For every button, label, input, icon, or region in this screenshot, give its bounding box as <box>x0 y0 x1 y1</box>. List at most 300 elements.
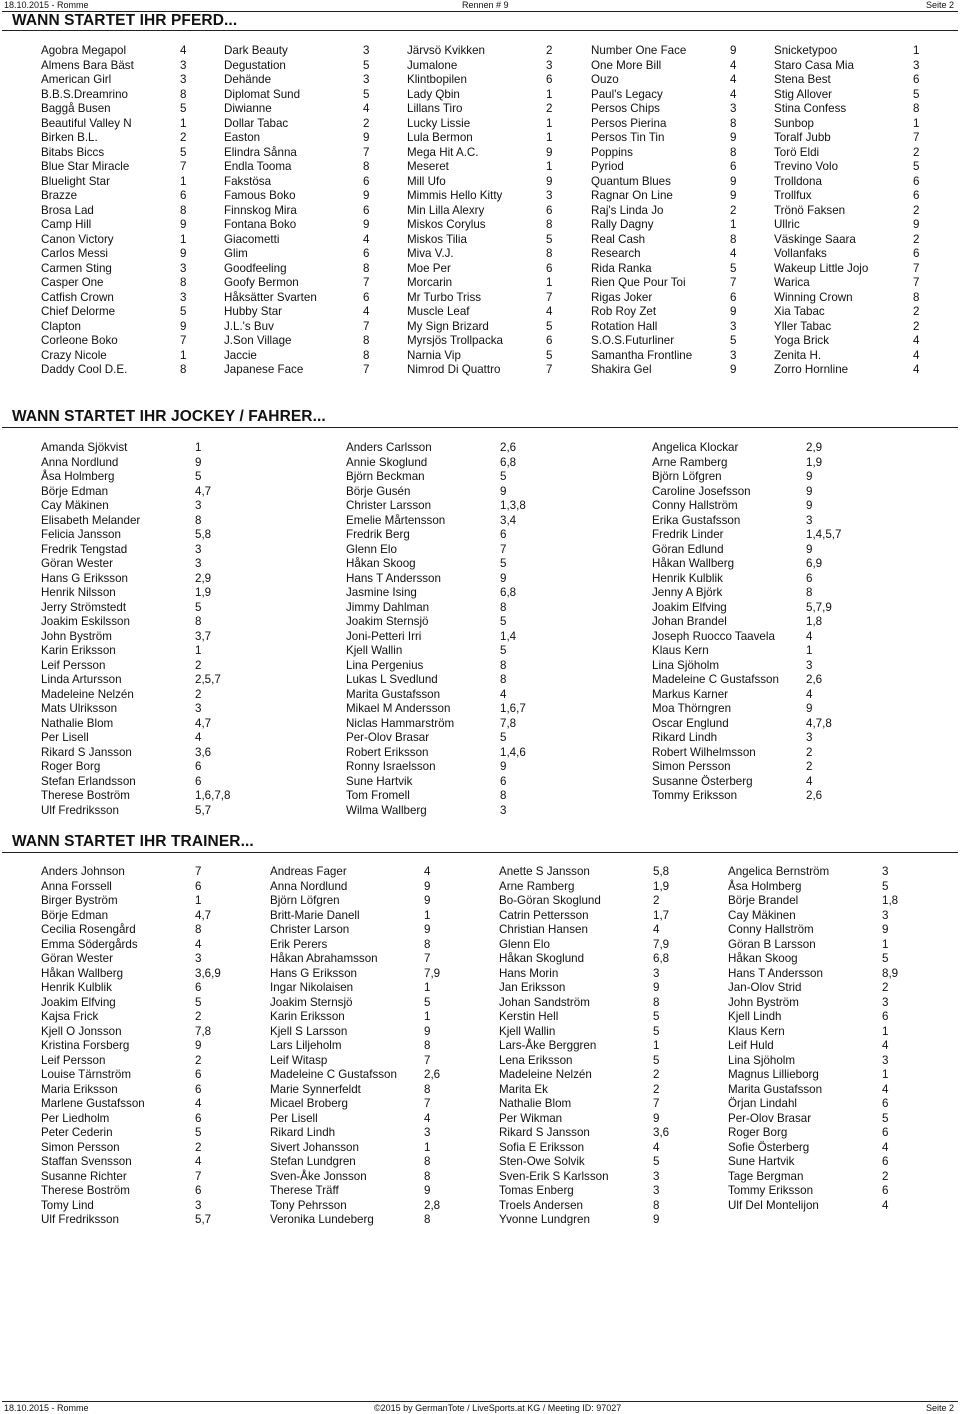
entry-name: Börje Gusén <box>346 484 411 498</box>
race-numbers: 7 <box>195 1169 202 1183</box>
race-numbers: 5 <box>730 261 737 275</box>
entry-name: Marita Ek <box>499 1082 548 1096</box>
race-numbers: 1,4,6 <box>500 745 526 759</box>
race-numbers: 1 <box>730 218 737 231</box>
race-numbers: 1,7 <box>653 908 670 922</box>
race-numbers: 9 <box>424 1184 431 1197</box>
entry-name: Per Wikman <box>499 1111 563 1125</box>
entry-name: Rally Dagny <box>591 218 654 231</box>
entry-name: Kjell Wallin <box>499 1024 556 1038</box>
race-numbers: 3,6 <box>653 1126 670 1139</box>
race-numbers: 5 <box>500 644 507 657</box>
race-numbers: 8,9 <box>882 966 899 980</box>
race-numbers: 8 <box>546 218 553 231</box>
entry-name: Staffan Svensson <box>41 1155 132 1168</box>
entry-name: Sven-Åke Jonsson <box>270 1169 367 1183</box>
race-numbers: 5,7 <box>195 1213 212 1226</box>
entry-name: Lady Qbin <box>407 87 460 101</box>
race-numbers: 5 <box>913 87 920 101</box>
race-numbers: 5 <box>653 1155 660 1168</box>
race-numbers: 6 <box>363 174 370 188</box>
entry-name: Conny Hallström <box>728 923 814 936</box>
race-numbers: 6 <box>546 203 553 217</box>
entry-name: Meseret <box>407 160 449 173</box>
jockeys-title-rule <box>2 427 958 428</box>
race-numbers: 5,8 <box>195 528 212 541</box>
race-numbers: 1 <box>180 116 187 130</box>
race-numbers: 7 <box>424 952 431 965</box>
entry-name: Åsa Holmberg <box>41 470 115 483</box>
entry-name: Rida Ranka <box>591 261 652 275</box>
race-numbers: 7 <box>195 865 202 878</box>
race-numbers: 5 <box>546 319 553 333</box>
entry-name: Chief Delorme <box>41 305 116 318</box>
entry-name: Arne Ramberg <box>499 879 575 893</box>
entry-name: Emma Södergårds <box>41 937 138 951</box>
race-numbers: 4 <box>195 937 202 951</box>
race-numbers: 8 <box>180 363 187 376</box>
entry-name: Lina Sjöholm <box>728 1053 796 1067</box>
race-numbers: 9 <box>424 894 431 907</box>
race-numbers: 2 <box>180 131 187 144</box>
race-numbers: 1,6,7 <box>500 702 526 715</box>
entry-name: Miva V.J. <box>407 247 454 260</box>
page-footer <box>2 1402 958 1414</box>
entry-name: Stig Allover <box>774 87 832 101</box>
entry-name: Lena Eriksson <box>499 1053 573 1067</box>
race-numbers: 8 <box>424 1039 431 1052</box>
entry-name: Lillans Tiro <box>407 102 463 115</box>
entry-name: Kjell Lindh <box>728 1010 782 1023</box>
horses-section-title: WANN STARTET IHR PFERD... <box>12 12 238 29</box>
entry-name: Casper One <box>41 276 104 289</box>
horses-title-rule <box>2 30 958 31</box>
race-numbers: 7,9 <box>653 937 670 951</box>
race-numbers: 6 <box>806 571 813 585</box>
race-numbers: 5,7 <box>195 803 212 817</box>
race-numbers: 3 <box>653 966 660 980</box>
entry-name: Anders Johnson <box>41 865 125 878</box>
entry-name: Joakim Eskilsson <box>41 615 130 628</box>
entry-name: Mega Hit A.C. <box>407 145 479 159</box>
race-numbers: 9 <box>806 702 813 715</box>
entry-name: Corleone Boko <box>41 334 118 347</box>
race-numbers: 6 <box>500 774 507 788</box>
entry-name: Börje Brandel <box>728 894 799 907</box>
race-numbers: 3 <box>806 658 813 672</box>
race-numbers: 3 <box>730 319 737 333</box>
entry-name: Christer Larson <box>270 923 350 936</box>
entry-name: Fakstösa <box>224 174 272 188</box>
race-numbers: 2 <box>913 203 920 217</box>
entry-name: Per Liedholm <box>41 1111 110 1125</box>
entry-name: Mr Turbo Triss <box>407 290 482 304</box>
entry-name: Leif Persson <box>41 658 106 672</box>
entry-name: Fredrik Berg <box>346 528 410 541</box>
race-numbers: 9 <box>806 470 813 483</box>
race-numbers: 1 <box>424 908 431 922</box>
entry-name: Roger Borg <box>41 760 101 773</box>
entry-name: Håksätter Svarten <box>224 290 317 304</box>
entry-name: Rikard Lindh <box>270 1126 336 1139</box>
race-numbers: 2 <box>730 203 737 217</box>
race-numbers: 8 <box>653 995 660 1009</box>
race-numbers: 6 <box>195 760 202 773</box>
race-numbers: 3 <box>195 702 202 715</box>
race-numbers: 4 <box>653 1140 660 1154</box>
race-numbers: 7 <box>363 363 370 376</box>
entry-name: Elindra Sånna <box>224 145 297 159</box>
entry-name: Cay Mäkinen <box>728 908 796 922</box>
entry-name: Björn Löfgren <box>270 894 340 907</box>
race-numbers: 9 <box>730 174 737 188</box>
race-numbers: 8 <box>730 116 737 130</box>
entry-name: Joakim Elfving <box>652 600 727 614</box>
race-numbers: 5 <box>653 1010 660 1023</box>
entry-name: One More Bill <box>591 58 662 72</box>
race-numbers: 7 <box>180 160 187 173</box>
race-numbers: 6 <box>195 879 202 893</box>
entry-name: Trolldona <box>774 174 822 188</box>
entry-name: John Byström <box>728 995 799 1009</box>
race-numbers: 9 <box>730 131 737 144</box>
entry-name: Persos Tin Tin <box>591 131 665 144</box>
entry-name: Number One Face <box>591 44 687 57</box>
entry-name: Göran Wester <box>41 952 113 965</box>
entry-name: Göran B Larsson <box>728 937 816 951</box>
race-numbers: 5 <box>363 87 370 101</box>
entry-name: Cecilia Rosengård <box>41 923 136 936</box>
race-numbers: 4,7 <box>195 716 212 730</box>
race-numbers: 6 <box>180 189 187 202</box>
race-numbers: 3 <box>195 952 202 965</box>
entry-name: Rigas Joker <box>591 290 653 304</box>
entry-name: Ingar Nikolaisen <box>270 981 354 994</box>
entry-name: J.Son Village <box>224 334 292 347</box>
race-numbers: 8 <box>500 658 507 672</box>
race-numbers: 1 <box>546 131 553 144</box>
entry-name: Leif Huld <box>728 1039 774 1052</box>
race-numbers: 6 <box>195 1082 202 1096</box>
race-numbers: 4 <box>424 1111 431 1125</box>
entry-name: Bo-Göran Skoglund <box>499 894 601 907</box>
entry-name: Winning Crown <box>774 290 853 304</box>
race-numbers: 7 <box>363 276 370 289</box>
race-numbers: 1 <box>653 1039 660 1052</box>
entry-name: Ronny Israelsson <box>346 760 436 773</box>
race-numbers: 4 <box>882 1082 889 1096</box>
entry-name: Johan Brandel <box>652 615 727 628</box>
race-numbers: 9 <box>730 363 737 376</box>
race-numbers: 9 <box>546 174 553 188</box>
entry-name: Håkan Skoglund <box>499 952 585 965</box>
entry-name: Jumalone <box>407 58 458 72</box>
entry-name: Research <box>591 247 641 260</box>
entry-name: Väskinge Saara <box>774 232 856 246</box>
header-page-number: Seite 2 <box>925 0 954 10</box>
race-numbers: 8 <box>500 789 507 802</box>
entry-name: Marie Synnerfeldt <box>270 1082 361 1096</box>
race-numbers: 6 <box>195 1111 202 1125</box>
entry-name: Almens Bara Bäst <box>41 58 134 72</box>
race-numbers: 9 <box>363 131 370 144</box>
entry-name: Agobra Megapol <box>41 44 127 57</box>
entry-name: Anette S Jansson <box>499 865 590 878</box>
race-numbers: 7 <box>913 261 920 275</box>
race-numbers: 7 <box>913 131 920 144</box>
race-numbers: 5 <box>913 160 920 173</box>
entry-name: Håkan Abrahamsson <box>270 952 378 965</box>
race-numbers: 4 <box>882 1039 889 1052</box>
race-numbers: 6,8 <box>653 952 670 965</box>
race-numbers: 9 <box>500 571 507 585</box>
entry-name: Simon Persson <box>41 1140 120 1154</box>
race-numbers: 5 <box>195 470 202 483</box>
race-numbers: 3 <box>653 1184 660 1197</box>
entry-name: Tage Bergman <box>728 1169 804 1183</box>
race-numbers: 4 <box>882 1140 889 1154</box>
entry-name: Stena Best <box>774 73 831 86</box>
entry-name: Marlene Gustafsson <box>41 1097 145 1110</box>
race-numbers: 7 <box>180 334 187 347</box>
entry-name: Tomas Enberg <box>499 1184 574 1197</box>
race-numbers: 4 <box>500 687 507 701</box>
entry-name: Goodfeeling <box>224 261 287 275</box>
race-numbers: 1 <box>195 894 202 907</box>
entry-name: Catfish Crown <box>41 290 114 304</box>
entry-name: Camp Hill <box>41 218 92 231</box>
entry-name: Yller Tabac <box>774 319 832 333</box>
entry-name: Jaccie <box>224 348 257 362</box>
race-numbers: 9 <box>882 923 889 936</box>
race-numbers: 6 <box>195 1184 202 1197</box>
entry-name: Cay Mäkinen <box>41 499 109 512</box>
entry-name: Lars Liljeholm <box>270 1039 342 1052</box>
entry-name: Goofy Bermon <box>224 276 299 289</box>
race-numbers: 6 <box>195 981 202 994</box>
entry-name: Ulf Fredriksson <box>41 1213 119 1226</box>
race-numbers: 7,9 <box>424 966 441 980</box>
entry-name: Fredrik Linder <box>652 528 724 541</box>
race-numbers: 5 <box>424 995 431 1009</box>
race-numbers: 7 <box>424 1053 431 1067</box>
race-numbers: 8 <box>730 145 737 159</box>
race-numbers: 1,9 <box>806 455 823 469</box>
race-numbers: 8 <box>653 1198 660 1212</box>
entry-name: Micael Broberg <box>270 1097 348 1110</box>
entry-name: Hans G Eriksson <box>41 571 128 585</box>
race-numbers: 4 <box>913 334 920 347</box>
race-numbers: 2,6 <box>806 789 823 802</box>
entry-name: Henrik Kulblik <box>41 981 112 994</box>
entry-name: Nathalie Blom <box>41 716 114 730</box>
race-numbers: 8 <box>195 615 202 628</box>
entry-name: John Byström <box>41 629 112 643</box>
race-numbers: 4,7 <box>195 908 212 922</box>
entry-name: Tony Pehrsson <box>270 1198 347 1212</box>
entry-name: Magnus Lillieborg <box>728 1068 819 1081</box>
race-numbers: 2 <box>806 745 813 759</box>
entry-name: Nathalie Blom <box>499 1097 572 1110</box>
entry-name: Mimmis Hello Kitty <box>407 189 503 202</box>
race-numbers: 5 <box>180 305 187 318</box>
race-numbers: 6 <box>730 160 737 173</box>
entry-name: Sofie Österberg <box>728 1140 810 1154</box>
race-numbers: 6 <box>882 1126 889 1139</box>
race-numbers: 5 <box>653 1024 660 1038</box>
entry-name: Stefan Erlandsson <box>41 774 136 788</box>
entry-name: Moa Thörngren <box>652 702 732 715</box>
race-numbers: 2 <box>882 981 889 994</box>
entry-name: Kajsa Frick <box>41 1010 99 1023</box>
entry-name: Henrik Nilsson <box>41 586 116 599</box>
race-numbers: 5 <box>363 58 370 72</box>
race-numbers: 7 <box>546 363 553 376</box>
race-numbers: 4 <box>653 923 660 936</box>
entry-name: Rotation Hall <box>591 319 658 333</box>
race-numbers: 3 <box>424 1126 431 1139</box>
race-numbers: 3,6,9 <box>195 966 221 980</box>
entry-name: Wilma Wallberg <box>346 803 427 817</box>
race-numbers: 4 <box>195 731 202 744</box>
race-numbers: 3 <box>653 1169 660 1183</box>
entry-name: Hans G Eriksson <box>270 966 357 980</box>
race-numbers: 8 <box>195 923 202 936</box>
race-numbers: 1 <box>424 981 431 994</box>
entry-name: Annie Skoglund <box>346 455 428 469</box>
race-numbers: 2 <box>806 760 813 773</box>
entry-name: Samantha Frontline <box>591 348 693 362</box>
entry-name: Christer Larsson <box>346 499 432 512</box>
race-numbers: 9 <box>546 145 553 159</box>
race-numbers: 2 <box>363 116 370 130</box>
race-numbers: 6,8 <box>500 586 517 599</box>
footer-date-venue: 18.10.2015 - Romme <box>4 1403 89 1413</box>
race-numbers: 4,7,8 <box>806 716 832 730</box>
race-numbers: 2 <box>195 658 202 672</box>
race-numbers: 4 <box>546 305 553 318</box>
race-numbers: 9 <box>363 189 370 202</box>
race-numbers: 2,8 <box>424 1198 441 1212</box>
entry-name: Rob Roy Zet <box>591 305 657 318</box>
entry-name: Simon Persson <box>652 760 731 773</box>
entry-name: Göran Edlund <box>652 542 724 556</box>
race-numbers: 6 <box>500 528 507 541</box>
race-numbers: 4 <box>363 305 370 318</box>
entry-name: Per-Olov Brasar <box>346 731 430 744</box>
entry-name: Myrsjös Trollpacka <box>407 334 503 347</box>
entry-name: Joakim Elfving <box>41 995 116 1009</box>
entry-name: Dehände <box>224 73 272 86</box>
race-numbers: 6,9 <box>806 557 823 570</box>
race-numbers: 9 <box>424 923 431 936</box>
entry-name: Per-Olov Brasar <box>728 1111 812 1125</box>
race-numbers: 9 <box>806 499 813 512</box>
race-numbers: 2 <box>195 1053 202 1067</box>
race-numbers: 1 <box>180 348 187 362</box>
entry-name: Christian Hansen <box>499 923 588 936</box>
race-numbers: 8 <box>180 203 187 217</box>
entry-name: Robert Eriksson <box>346 745 429 759</box>
race-numbers: 8 <box>806 586 813 599</box>
race-numbers: 6 <box>195 1068 202 1081</box>
entry-name: Ulf Del Montelijon <box>728 1198 819 1212</box>
entry-name: Andreas Fager <box>270 865 347 878</box>
race-numbers: 1 <box>913 44 920 57</box>
race-numbers: 2 <box>195 1140 202 1154</box>
entry-name: Brazze <box>41 189 78 202</box>
entry-name: Hans T Andersson <box>346 571 441 585</box>
entry-name: Karin Eriksson <box>41 644 116 657</box>
entry-name: Baggå Busen <box>41 102 111 115</box>
entry-name: Dark Beauty <box>224 44 288 57</box>
entry-name: Raj's Linda Jo <box>591 203 664 217</box>
entry-name: Zorro Hornline <box>774 363 849 376</box>
entry-name: Erik Perers <box>270 937 328 951</box>
race-numbers: 1,3,8 <box>500 499 526 512</box>
race-numbers: 6 <box>882 1097 889 1110</box>
trainers-title-rule <box>2 852 958 853</box>
race-numbers: 2 <box>546 44 553 57</box>
race-numbers: 4 <box>806 629 813 643</box>
race-numbers: 2 <box>913 145 920 159</box>
race-numbers: 9 <box>653 981 660 994</box>
entry-name: Wakeup Little Jojo <box>774 261 869 275</box>
entry-name: Susanne Richter <box>41 1169 127 1183</box>
race-numbers: 5 <box>653 1053 660 1067</box>
race-numbers: 6,8 <box>500 455 517 469</box>
race-numbers: 2 <box>913 232 920 246</box>
entry-name: Leif Persson <box>41 1053 106 1067</box>
jockeys-section-title: WANN STARTET IHR JOCKEY / FAHRER... <box>12 408 326 425</box>
entry-name: Trevino Volo <box>774 160 839 173</box>
entry-name: Hans Morin <box>499 966 559 980</box>
entry-name: Erika Gustafsson <box>652 513 741 527</box>
race-numbers: 9 <box>424 879 431 893</box>
race-numbers: 6 <box>913 247 920 260</box>
entry-name: Joakim Sternsjö <box>346 615 429 628</box>
entry-name: My Sign Brizard <box>407 319 489 333</box>
entry-name: Carlos Messi <box>41 247 108 260</box>
entry-name: Arne Ramberg <box>652 455 728 469</box>
footer-copyright: ©2015 by GermanTote / LiveSports.at KG / Meeting ID: 97027 <box>374 1403 622 1413</box>
race-numbers: 6 <box>913 174 920 188</box>
race-numbers: 3 <box>195 542 202 556</box>
entry-name: Johan Sandström <box>499 995 590 1009</box>
race-numbers: 1,8 <box>806 615 823 628</box>
entry-name: Mats Ulriksson <box>41 702 118 715</box>
entry-name: Troels Andersen <box>499 1198 583 1212</box>
entry-name: Emelie Mårtensson <box>346 513 446 527</box>
entry-name: Therese Boström <box>41 1184 130 1197</box>
race-numbers: 5 <box>195 600 202 614</box>
entry-name: Diwianne <box>224 102 272 115</box>
entry-name: Jan-Olov Strid <box>728 981 802 994</box>
race-numbers: 8 <box>195 513 202 527</box>
entry-name: Shakira Gel <box>591 363 652 376</box>
race-numbers: 1 <box>546 276 553 289</box>
race-numbers: 1 <box>180 174 187 188</box>
entry-name: Carmen Sting <box>41 261 112 275</box>
race-numbers: 5 <box>546 348 553 362</box>
race-numbers: 3 <box>195 499 202 512</box>
race-numbers: 8 <box>424 937 431 951</box>
entry-name: Markus Karner <box>652 687 729 701</box>
race-numbers: 2,9 <box>806 441 823 454</box>
race-numbers: 5 <box>180 145 187 159</box>
entry-name: Trönö Faksen <box>774 203 846 217</box>
race-numbers: 5 <box>500 470 507 483</box>
